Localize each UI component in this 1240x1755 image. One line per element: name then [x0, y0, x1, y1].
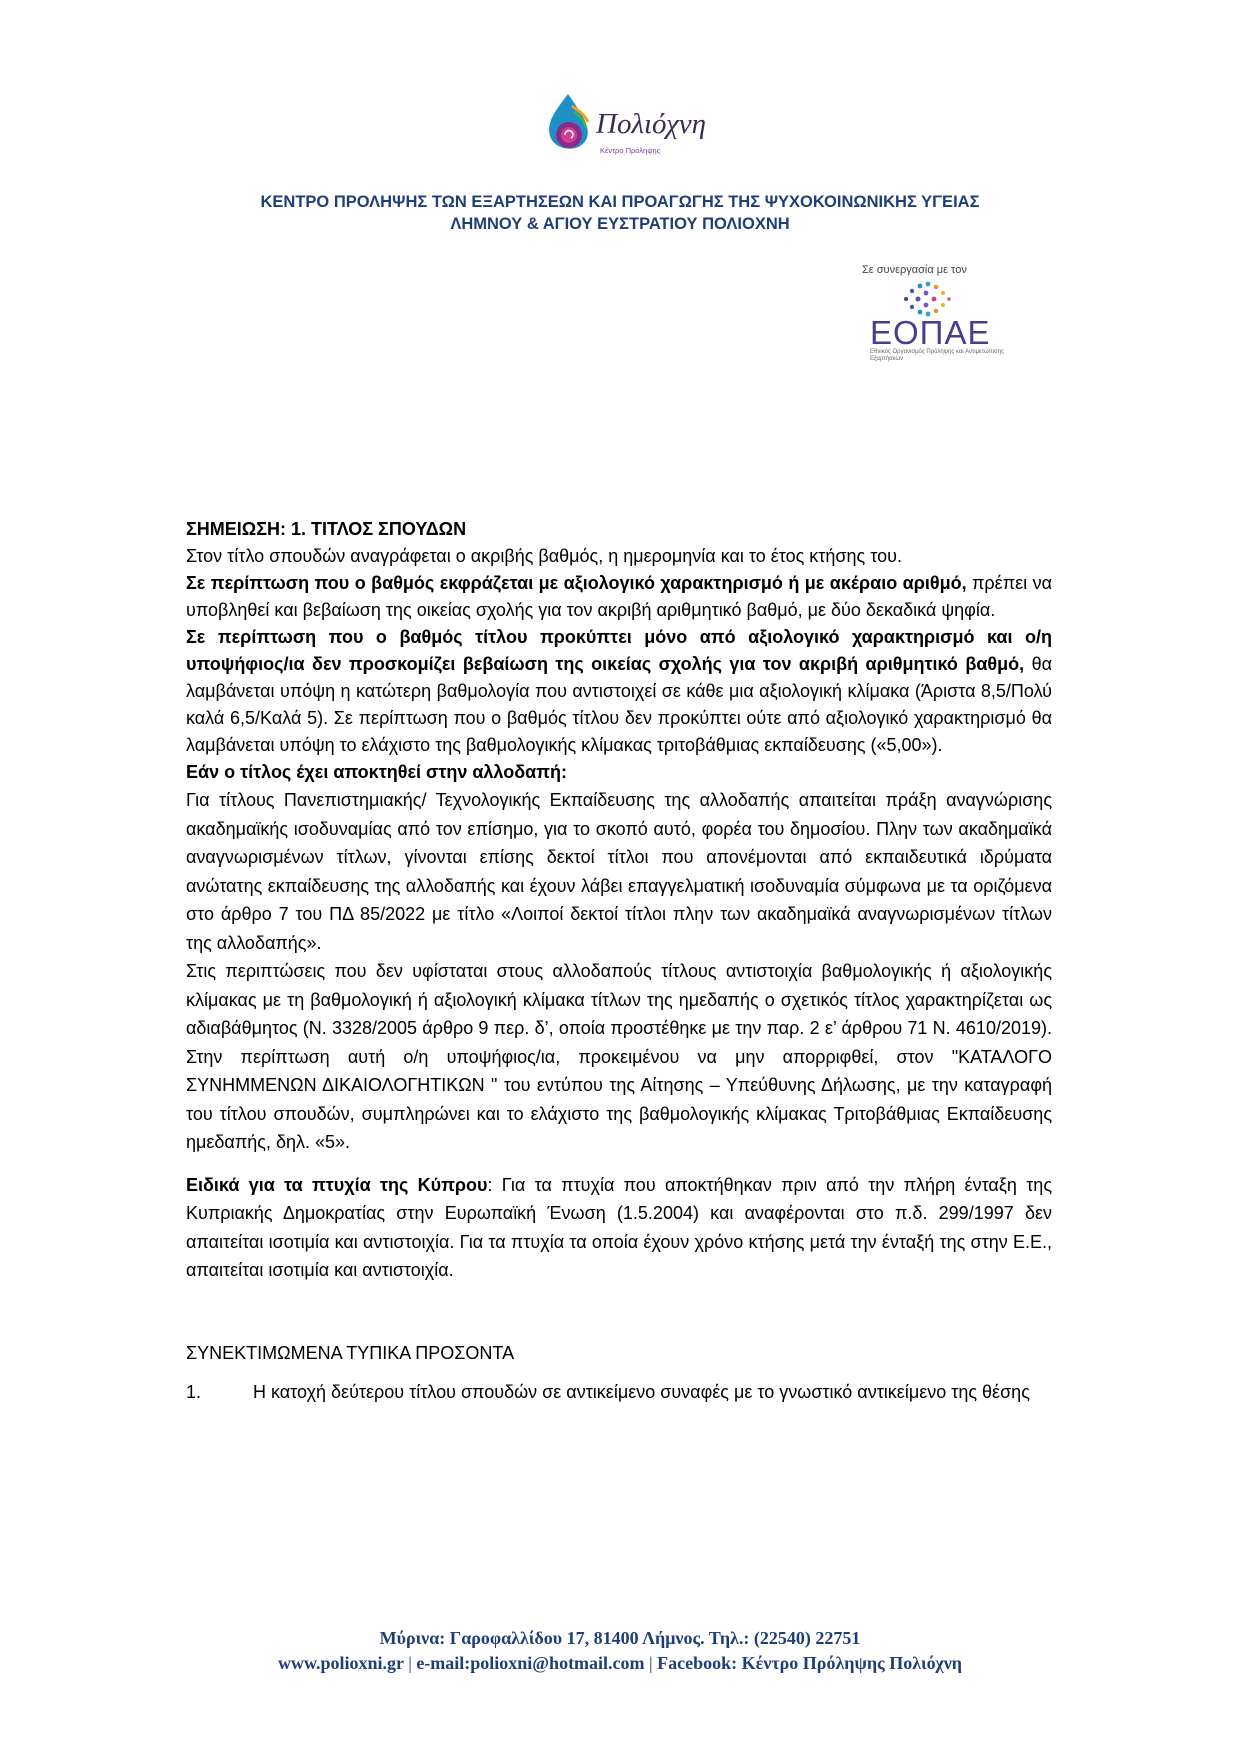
cyprus-bold: Ειδικά για τα πτυχία της Κύπρου	[186, 1174, 488, 1195]
foreign-paragraph: Για τίτλους Πανεπιστημιακής/ Τεχνολογικής Εκπαίδευσης της αλλοδαπής απαιτείται πράξη αναγνώρισης ακαδημαϊκής ισοδυναμίας από τον επίσημο, για το σκοπό αυτό, φορέα του δημοσίου. Πλην των ακαδημαϊκά αναγνωρισμένων τίτλων, γίνονται επίσης δεκτοί τίτλοι που απονέμονται από εκπαιδευτικά ιδρύματα ανώτατης εκπαίδευσης της αλλοδαπής και έχουν λάβει επαγγελματική ισοδυναμία σύμφωνα με τα οριζόμενα στο άρθρο 7 του ΠΔ 85/2022 με τίτλο «Λοιποί δεκτοί τίτλοι πλην των ακαδημαϊκά αναγνωρισμένων τίτλων της αλλοδαπής».	[186, 790, 1052, 953]
footer	[100, 1626, 1140, 1676]
org-title-line1: ΚΕΝΤΡΟ ΠΡΟΛΗΨΗΣ ΤΩΝ ΕΞΑΡΤΗΣΕΩΝ ΚΑΙ ΠΡΟΑΓΩΓΗΣ ΤΗΣ ΨΥΧΟΚΟΙΝΩΝΙΚΗΣ ΥΓΕΙΑΣ	[260, 193, 980, 211]
partner-name: ΕΟΠΑΕ	[870, 314, 991, 351]
footer-separator: |	[408, 1653, 412, 1673]
polioxni-emblem-icon	[538, 92, 598, 154]
qualification-number: 1.	[186, 1381, 202, 1402]
qualifications-heading: ΣΥΝΕΚΤΙΜΩΜΕΝΑ ΤΥΠΙΚΑ ΠΡΟΣΟΝΤΑ	[186, 1342, 515, 1363]
footer-contacts	[100, 1651, 1140, 1676]
unclassified-paragraph: Στις περιπτώσεις που δεν υφίσταται στους αλλοδαπούς τίτλους αντιστοιχία βαθμολογικής ή αξιολογικής κλίμακας με τη βαθμολογική ή αξιολογική κλίμακα τίτλων της ημεδαπής ο σχετικός τίτλος χαρακτηρίζεται ως αδιαβάθμητος (Ν. 3328/2005 άρθρο 9 περ. δ’, οποία προστέθηκε με την παρ. 2 ε’ άρθρου 71 Ν. 4610/2019). Στην περίπτωση αυτή ο/η υποψήφιος/ια, προκειμένου να μην απορριφθεί, στον "ΚΑΤΑΛΟΓΟ ΣΥΝΗΜΜΕΝΩΝ ΔΙΚΑΙΟΛΟΓΗΤΙΚΩΝ " του εντύπου της Αίτησης – Υπεύθυνης Δήλωσης, με την καταγραφή του τίτλου σπουδών, συμπληρώνει και το ελάχιστο της βαθμολογικής κλίμακας Τριτοβάθμιας Εκπαίδευσης ημεδαπής, δηλ. «5».	[186, 961, 1052, 1152]
footer-email-link[interactable]: e-mail:polioxni@hotmail.com	[416, 1653, 645, 1673]
organization-title	[150, 191, 1090, 235]
eopae-dots-icon	[898, 281, 958, 317]
note-p2-bold: Σε περίπτωση που ο βαθμός εκφράζεται με αξιολογικό χαρακτηρισμό ή με ακέραιο αριθμό,	[186, 573, 967, 593]
note-heading: ΣΗΜΕΙΩΣΗ: 1. ΤΙΤΛΟΣ ΣΠΟΥΔΩΝ	[186, 519, 467, 539]
note-paragraph-3	[186, 624, 1052, 759]
cyprus-paragraph	[186, 1171, 1052, 1285]
partner-caption: Σε συνεργασία με τον	[862, 264, 967, 276]
polioxni-logo	[538, 92, 718, 164]
footer-website-link[interactable]: www.polioxni.gr	[278, 1653, 404, 1673]
org-title-line2: ΛΗΜΝΟΥ & ΑΓΙΟΥ ΕΥΣΤΡΑΤΙΟΥ ΠΟΛΙΟΧΝΗ	[450, 215, 790, 233]
logo-name: Πολιόχνη	[596, 108, 706, 140]
note-paragraph-1: Στον τίτλο σπουδών αναγράφεται ο ακριβής βαθμός, η ημερομηνία και το έτος κτήσης του.	[186, 546, 902, 566]
partner-description: Εθνικός Οργανισμός Πρόληψης και Αντιμετώπισης Εξαρτήσεων	[870, 349, 1004, 362]
eopae-logo	[862, 264, 1012, 364]
note-p3-rest: θα λαμβάνεται υπόψη η κατώτερη βαθμολογία που αντιστοιχεί σε κάθε μια αξιολογική κλίμακα (Άριστα 8,5/Πολύ καλά 6,5/Καλά 5). Σε περίπτωση που ο βαθμός τίτλου δεν προκύπτει ούτε από αξιολογικό χαρακτηρισμό θα λαμβάνεται υπόψη το ελάχιστο της βαθμολογικής κλίμακας τριτοβάθμιας εκπαίδευσης («5,00»).	[186, 654, 1052, 755]
note-p2-rest: πρέπει να υποβληθεί και βεβαίωση της οικείας σχολής για τον ακριβή αριθμητικό βαθμό, με δύο δεκαδικά ψηφία.	[186, 573, 1052, 620]
footer-separator: |	[649, 1653, 653, 1673]
foreign-heading: Εάν ο τίτλος έχει αποκτηθεί στην αλλοδαπή:	[186, 762, 567, 782]
footer-address: Μύρινα: Γαροφαλλίδου 17, 81400 Λήμνος. Τηλ.: (22540) 22751	[379, 1628, 861, 1648]
logo-subtitle: Κέντρο Πρόληψης	[600, 146, 661, 155]
note-paragraph-2	[186, 570, 1052, 624]
document-body	[186, 516, 1052, 1406]
qualification-text: Η κατοχή δεύτερου τίτλου σπουδών σε αντικείμενο συναφές με το γνωστικό αντικείμενο της θέσης	[253, 1381, 1030, 1402]
footer-facebook-link[interactable]: Facebook: Κέντρο Πρόληψης Πολιόχνη	[657, 1653, 962, 1673]
qualification-item	[186, 1379, 1052, 1406]
note-p3-bold: Σε περίπτωση που ο βαθμός τίτλου προκύπτει μόνο από αξιολογικό χαρακτηρισμό και ο/η υποψήφιος/ια δεν προσκομίζει βεβαίωση της οικείας σχολής για τον ακριβή αριθμητικό βαθμό,	[186, 627, 1052, 674]
cyprus-rest: : Για τα πτυχία που αποκτήθηκαν πριν από την πλήρη ένταξη της Κυπριακής Δημοκρατίας στην Ευρωπαϊκή Ένωση (1.5.2004) και αναφέρονται στο π.δ. 299/1997 δεν απαιτείται ισοτιμία και αντιστοιχία. Για τα πτυχία τα οποία έχουν χρόνο κτήσης μετά την ένταξή της στην Ε.Ε., απαιτείται ισοτιμία και αντιστοιχία.	[186, 1174, 1052, 1280]
